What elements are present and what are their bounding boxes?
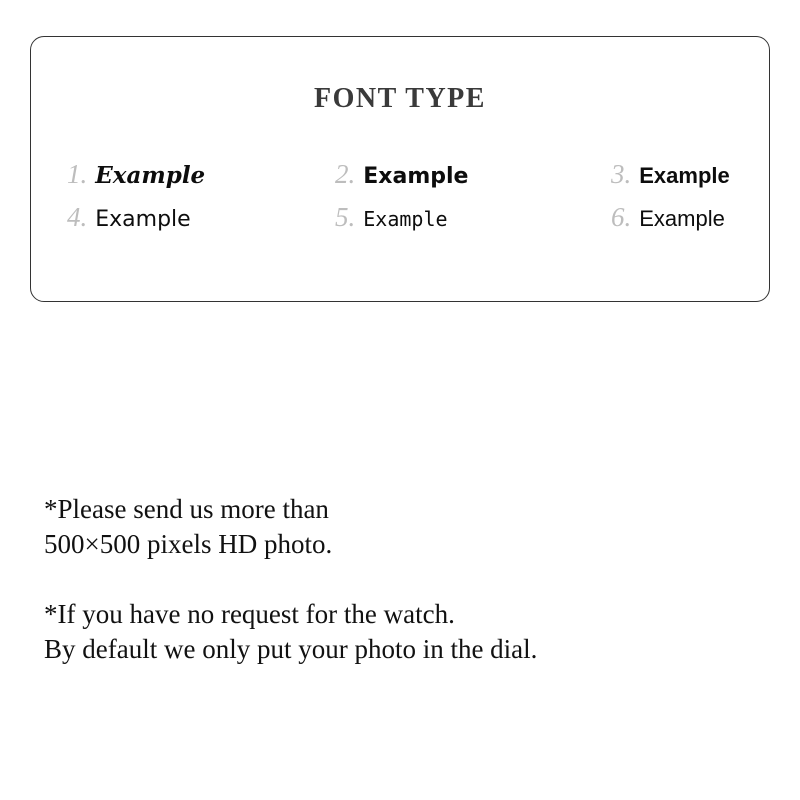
note-photo-requirement xyxy=(44,492,764,561)
font-option-sample: Example xyxy=(639,206,725,231)
font-option-2[interactable] xyxy=(293,159,519,190)
note-line: By default we only put your photo in the dial. xyxy=(44,633,538,664)
note-line: 500×500 pixels HD photo. xyxy=(44,528,333,559)
font-option-3[interactable] xyxy=(519,159,745,190)
font-option-number: 4. xyxy=(67,202,88,232)
font-option-sample: Example xyxy=(363,164,469,189)
font-type-panel xyxy=(30,36,770,302)
font-option-6[interactable] xyxy=(519,202,745,233)
note-line: *If you have no request for the watch. xyxy=(44,599,455,630)
font-option-sample: Example xyxy=(95,207,191,232)
font-option-sample: Example xyxy=(95,162,206,189)
font-option-number: 6. xyxy=(611,202,632,232)
font-option-sample: Example xyxy=(363,207,448,231)
font-option-number: 5. xyxy=(335,202,356,232)
font-option-4[interactable] xyxy=(67,202,293,233)
note-line: *Please send us more than xyxy=(44,494,329,524)
note-default-behavior xyxy=(44,597,764,666)
font-option-1[interactable] xyxy=(67,159,293,190)
font-option-sample: Example xyxy=(639,163,730,188)
notes-section xyxy=(44,492,764,666)
font-options-grid xyxy=(67,159,745,233)
font-option-number: 1. xyxy=(67,159,88,189)
font-option-5[interactable] xyxy=(293,202,519,233)
font-option-number: 2. xyxy=(335,159,356,189)
panel-title: FONT TYPE xyxy=(314,83,486,114)
font-option-number: 3. xyxy=(611,159,632,189)
